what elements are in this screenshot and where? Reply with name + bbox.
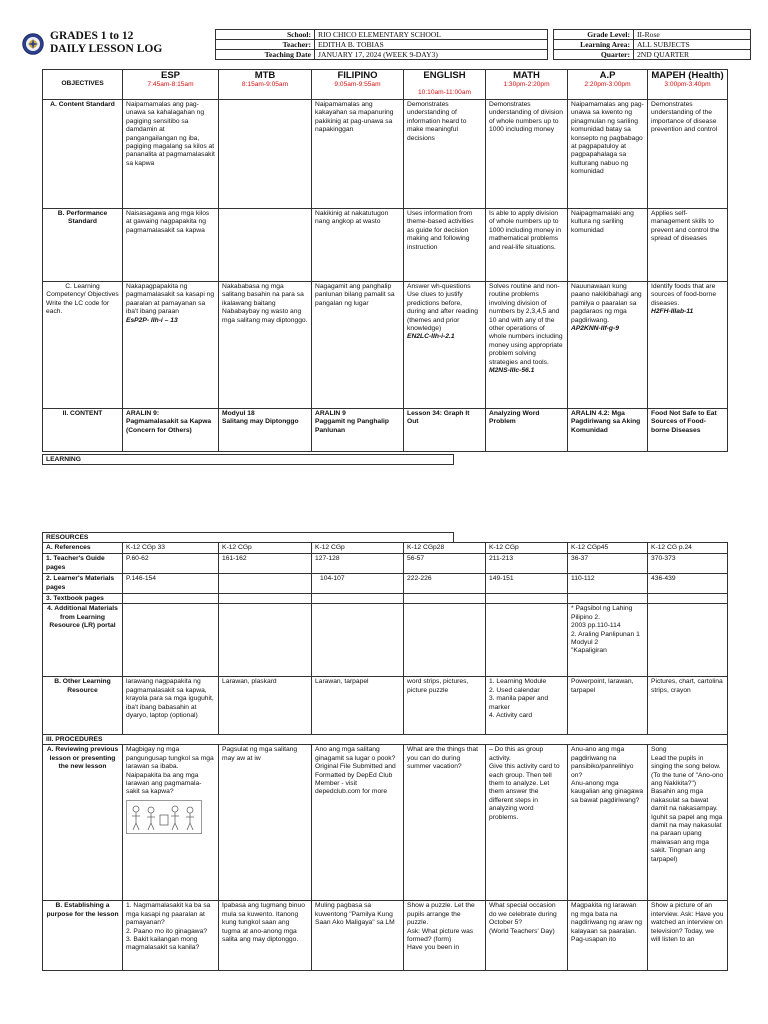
lm-pages-ap: 110-112 [568,574,648,594]
title-line-2: DAILY LESSON LOG [50,43,163,55]
resources-label: RESOURCES [43,533,454,543]
subject-header-ap [568,70,648,100]
content-standard-english: Demonstrates understanding of information heard to make meaningful decisions [404,100,486,209]
reviewing-ap: Anu-ano ang mga pagdiriwang na pansibiko/panrelihiyo on? Anu-anong mga kaugalian ang ginagawa sa bawat pagdiriwang? [568,745,648,901]
textbook-label: 3. Textbook pages [43,594,123,604]
competency-english [404,282,486,409]
performance-standard-ap: Naipagmamalaki ang kultura ng sariling komunidad [568,209,648,282]
competency-ap [568,282,648,409]
establishing-math: What special occasion do we celebrate during October 5? (World Teachers' Day) [486,901,568,971]
content-mapeh: Food Not Safe to Eat Sources of Food-borne Diseases [648,409,728,452]
resources-table [42,542,728,971]
school-value: RIO CHICO ELEMENTARY SCHOOL [315,30,548,40]
textbook-math [486,594,568,604]
objectives-table [42,69,728,452]
tg-pages-label: 1. Teacher's Guide pages [43,554,123,574]
subject-name: MATH [513,70,540,81]
textbook-english [404,594,486,604]
competency-label: C. Learning Competency/ Objectives [46,283,119,299]
content-esp: ARALIN 9: Pagmamalasakit sa Kapwa (Concern for Others) [123,409,219,452]
quarter-label: Quarter: [554,50,634,60]
table-row [43,543,728,554]
lc-code: EsP2P- IIh-i – 13 [126,316,178,324]
tg-pages-english: 56-57 [404,554,486,574]
subject-header-english [404,70,486,100]
teacher-value: EDITHA B. TOBIAS [315,40,548,50]
subject-name: ENGLISH [423,70,466,81]
teaching-date-value: JANUARY 17, 2024 (WEEK 9-DAY3) [315,50,548,60]
document-title [50,30,162,56]
learning-label: LEARNING [43,455,454,465]
content-standard-esp: Naipamamalas ang pag-unawa sa kahalagahan ng pagiging sensitibo sa damdamin at pangangailangan ng iba, pagiging magalang sa kilos at pananalita at pagmamalasakit sa kapwa [123,100,219,209]
subject-name: A.P [599,70,616,81]
lc-code: EN2LC-IIh-i-2.1 [407,333,455,341]
subject-time: 8:15am-9:05am [241,81,289,88]
competency-note: Write the LC code for each. [46,299,110,316]
other-resources-english: word strips, pictures, picture puzzle [404,677,486,735]
references-esp: K-12 CGp 33 [123,543,219,554]
subject-header-mtb [219,70,312,100]
table-row [43,409,728,452]
performance-standard-label: B. Performance Standard [43,209,123,282]
textbook-esp [123,594,219,604]
content-standard-mtb [219,100,312,209]
content-standard-ap: Naipamamalas ang pag-unawa sa kwento ng pinagmulan ng sariling komunidad batay sa konsepto ng pagbabago at pagpapatuloy at pagpapahalaga sa kulturang nabuo ng komunidad [568,100,648,209]
tg-pages-ap: 36-37 [568,554,648,574]
reviewing-text: Magbigay ng mga pangungusap tungkol sa mga larawan sa ibaba. Naipapakita ba ang mga larawan ang pagmamala-sakit sa kapwa? [126,746,214,796]
table-row [43,677,728,735]
other-resources-mtb: Larawan, plaskard [219,677,312,735]
performance-standard-math: Is able to apply division of whole numbers up to 1000 including money in mathematical problems and real-life situations. [486,209,568,282]
header-info-right [553,29,751,60]
competency-text: Answer wh-questions Use clues to justify predictions before, during and after reading (themes and prior knowledge) [407,283,479,333]
textbook-filipino [312,594,404,604]
competency-text: Nakapagpapakita ng pagmamalasakit sa kasapi ng paaralan at pamayanan sa iba't ibang paraan [126,283,215,316]
competency-label-cell [43,282,123,409]
lc-code: AP2KNN-IIf-g-9 [571,325,619,333]
content-label: II. CONTENT [43,409,123,452]
learning-area-value: ALL SUBJECTS [634,40,751,50]
procedures-label: III. PROCEDURES [43,735,728,745]
deped-seal-icon [22,33,44,55]
establishing-filipino: Muling pagbasa sa kuwentong "Pamilya Kung Saan Ako Maligaya" sa LM [312,901,404,971]
table-row [43,100,728,209]
competency-filipino [312,282,404,409]
establishing-esp: 1. Nagmamalasakit ka ba sa mga kasapi ng paaralan at pamayanan? 2. Paano mo ito ginagawa? 3. Bakit kailangan mong magmalasakit sa kanila? [123,901,219,971]
additional-ap: * Pagsibol ng Lahing Pilipino 2. 2003 pp.110-114 2. Araling Panlipunan 1 Modyul 2 "Kapaligiran [568,604,648,677]
grade-level-value: II-Rose [634,30,751,40]
additional-english [404,604,486,677]
additional-filipino [312,604,404,677]
reviewing-mapeh: Song Lead the pupils in singing the song below. (To the tune of "Ano-ono ang Nakikita?") Basahin ang mga nakasulat sa bawat damit na nakasampay. Iguhit sa papel ang mga damit na may nakasulat na paraan upang maiwasan ang mga sakit. Tingnan ang tarpapel) [648,745,728,901]
content-standard-filipino: Naipamamalas ang kakayahan sa mapanuring pakikinig at pag-unawa sa napakinggan [312,100,404,209]
textbook-ap [568,594,648,604]
subject-name: MTB [254,70,276,81]
establishing-english: Show a puzzle. Let the pupils arrange the puzzle. Ask: What picture was formed? (form) Have you been in [404,901,486,971]
subject-header-esp [123,70,219,100]
competency-text: Identify foods that are sources of food-borne diseases. [651,283,717,307]
quarter-value: 2ND QUARTER [634,50,751,60]
content-standard-math: Demonstrates understanding of division of whole numbers up to 1000 including money [486,100,568,209]
school-label: School: [216,30,315,40]
performance-standard-mapeh: Applies self-management skills to prevent and control the spread of diseases [648,209,728,282]
performance-standard-filipino: Nakikinig at nakatutugon nang angkop at wasto [312,209,404,282]
lm-pages-label: 2. Learner's Materials pages [43,574,123,594]
other-resources-label: B. Other Learning Resource [43,677,123,735]
reviewing-math: – Do this as group activity. Give this activity card to each group. Then tell them to analyze. Let them answer the different steps in analyzing word problems. [486,745,568,901]
subject-name: FILIPINO [337,70,378,81]
learning-area-label: Learning Area: [554,40,634,50]
content-math: Analyzing Word Problem [486,409,568,452]
table-row [43,282,728,409]
references-math: K-12 CGp [486,543,568,554]
references-mapeh: K-12 CG p.24 [648,543,728,554]
lm-pages-filipino: 104-107 [312,574,404,594]
reviewing-esp [123,745,219,901]
tg-pages-esp: P.60-62 [123,554,219,574]
competency-esp [123,282,219,409]
table-row [43,735,728,745]
establishing-label: B. Establishing a purpose for the lesson [43,901,123,971]
table-row [43,901,728,971]
lm-pages-mtb [219,574,312,594]
performance-standard-mtb [219,209,312,282]
reviewing-mtb: Pagsulat ng mga salitang may aw at iw [219,745,312,901]
references-mtb: K-12 CGp [219,543,312,554]
competency-text: Nagagamit ang panghalip panlunan bilang pamalit sa pangalan ng lugar [315,283,395,307]
content-mtb: Modyul 18 Salitang may Diptonggo [219,409,312,452]
subject-time: 1:30pm-2:20pm [503,81,550,88]
competency-text: Solves routine and non-routine problems involving division of numbers by 2,3,4,5 and 10 and with any of the other operations of whole numbers including money using appropriate problem solving strategies and tools. [489,283,563,366]
reviewing-filipino: Ano ang mga salitang ginagamit sa lugar o pook? Original File Submitted and Formatted by DepEd Club Member - visit depedclub.com for more [312,745,404,901]
subject-time: 3:00pm-3:40pm [664,81,711,88]
lc-code: H2FH-IIIab-11 [651,308,694,316]
header-info-left [215,29,548,60]
content-english: Lesson 34: Graph It Out [404,409,486,452]
performance-standard-english: Uses information from theme-based activities as guide for decision making and following instruction [404,209,486,282]
competency-math [486,282,568,409]
subject-time: 2:20pm-3:00pm [584,81,631,88]
other-resources-ap: Powerpoint, larawan, tarpapel [568,677,648,735]
additional-materials-label: 4. Additional Materials from Learning Resource (LR) portal [43,604,123,677]
content-filipino: ARALIN 9 Paggamit ng Panghalip Panlunan [312,409,404,452]
other-resources-filipino: Larawan, tarpapel [312,677,404,735]
tg-pages-filipino: 127-128 [312,554,404,574]
performance-standard-esp: Naisasagawa ang mga kilos at gawaing nagpapakita ng pagmamalasakit sa kapwa [123,209,219,282]
competency-mtb [219,282,312,409]
teaching-date-label: Teaching Date [216,50,315,60]
teacher-label: Teacher: [216,40,315,50]
references-filipino: K-12 CGp [312,543,404,554]
establishing-mtb: Ipabasa ang tugmang binuo mula sa kuwento. Itanong kung tungkol saan ang tugma at ano-anong mga salita ang may diptonggo. [219,901,312,971]
content-standard-mapeh: Demonstrates understanding of the importance of disease prevention and control [648,100,728,209]
establishing-ap: Magpakita ng larawan ng mga bata na nagdiriwang ng araw ng kalayaan sa paaralan. Pag-usapan ito [568,901,648,971]
tg-pages-mapeh: 370-373 [648,554,728,574]
subject-name: MAPEH (Health) [651,70,724,81]
competency-mapeh [648,282,728,409]
table-row [43,594,728,604]
subject-header-mapeh [648,70,728,100]
competency-text: Nakababasa ng mga salitang basahin na para sa ikalawang baitang Nababaybay ng wasto ang mga salitang may diptonggo. [222,283,308,324]
lm-pages-esp: P.146-154 [123,574,219,594]
subject-time: 10:10am-11:00am [417,89,472,96]
table-row [43,554,728,574]
references-label: A. References [43,543,123,554]
additional-mapeh [648,604,728,677]
table-row [43,745,728,901]
subject-name: ESP [160,70,180,81]
other-resources-esp: larawang nagpapakita ng pagmamalasakit sa kapwa, krayola para sa mga iguguhit, iba't ibang babasahin at dyaryo, laptop (optional) [123,677,219,735]
other-resources-mapeh: Pictures, chart, cartolina strips, crayon [648,677,728,735]
reviewing-label: A. Reviewing previous lesson or presenting the new lesson [43,745,123,901]
title-line-1: GRADES 1 to 12 [50,30,134,42]
grade-level-label: Grade Level: [554,30,634,40]
table-row [43,209,728,282]
additional-mtb [219,604,312,677]
subject-time: 7:45am-8:15am [147,81,194,88]
lm-pages-mapeh: 436-439 [648,574,728,594]
other-resources-math: 1. Learning Module 2. Used calendar 3. manila paper and marker 4. Activity card [486,677,568,735]
table-row [43,574,728,594]
content-standard-label: A. Content Standard [43,100,123,209]
objectives-label: OBJECTIVES [43,70,123,100]
lm-pages-math: 149-151 [486,574,568,594]
content-ap: ARALIN 4.2: Mga Pagdiriwang sa Aking Komunidad [568,409,648,452]
table-row [43,604,728,677]
learning-strip [42,454,454,465]
additional-esp [123,604,219,677]
subject-header-filipino [312,70,404,100]
subject-header-math [486,70,568,100]
people-picture-icon [126,800,202,834]
additional-math [486,604,568,677]
textbook-mtb [219,594,312,604]
tg-pages-mtb: 161-162 [219,554,312,574]
subject-time: 9:05am-9:55am [334,81,381,88]
lm-pages-english: 222-226 [404,574,486,594]
textbook-mapeh [648,594,728,604]
establishing-mapeh: Show a picture of an interview. Ask: Have you watched an interview on television? Today, we will listen to an [648,901,728,971]
tg-pages-math: 211-213 [486,554,568,574]
lc-code: M2NS-IIIc-56.1 [489,367,535,375]
reviewing-english: What are the things that you can do during summer vacation? [404,745,486,901]
references-english: K-12 CGp28 [404,543,486,554]
competency-text: Nauunawaan kung paano nakikibahagi ang pamilya o paaralan sa pagdaraos ng mga pagdiriwang. [571,283,642,324]
references-ap: K-12 CGp45 [568,543,648,554]
